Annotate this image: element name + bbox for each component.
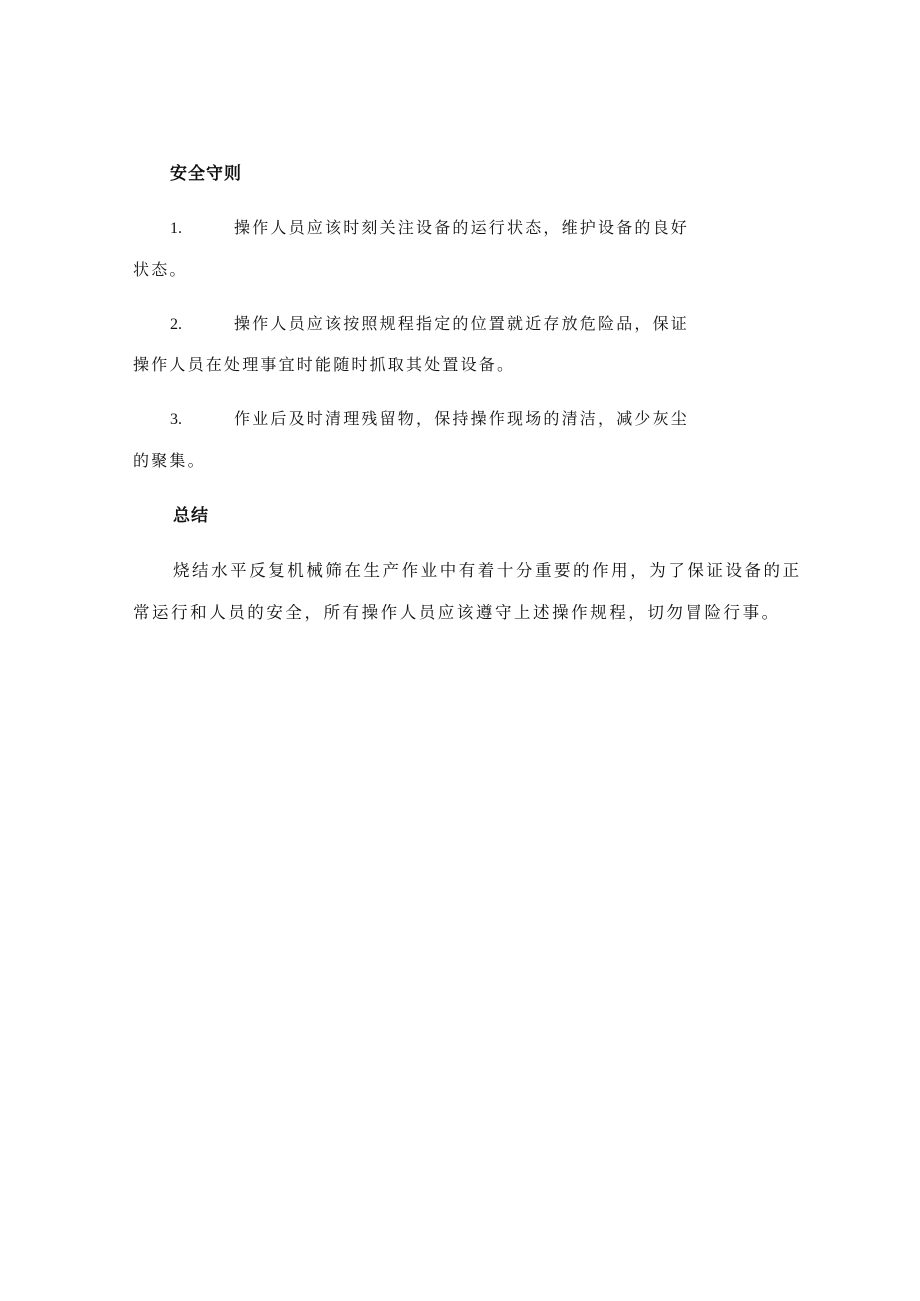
list-item-text-line: 的聚集。 xyxy=(133,451,206,470)
summary-paragraph-line: 烧结水平反复机械筛在生产作业中有着十分重要的作用，为了保证设备的正 xyxy=(173,561,802,580)
list-item-text-line: 操作人员应该时刻关注设备的运行状态，维护设备的良好 xyxy=(234,218,690,237)
list-item-text-line: 作业后及时清理残留物，保持操作现场的清洁，减少灰尘 xyxy=(234,409,690,428)
list-item-text-line: 操作人员在处理事宜时能随时抓取其处置设备。 xyxy=(133,355,516,374)
list-item-text-line: 状态。 xyxy=(133,260,188,279)
list-item-text-line: 操作人员应该按照规程指定的位置就近存放危险品，保证 xyxy=(234,314,690,333)
section-heading-safety-rules: 安全守则 xyxy=(170,164,242,184)
list-item-number: 1. xyxy=(170,220,182,237)
section-heading-summary: 总结 xyxy=(173,506,209,526)
list-item-number: 3. xyxy=(170,411,182,428)
list-item-number: 2. xyxy=(170,316,182,333)
summary-paragraph-line: 常运行和人员的安全，所有操作人员应该遵守上述操作规程，切勿冒险行事。 xyxy=(133,603,781,622)
